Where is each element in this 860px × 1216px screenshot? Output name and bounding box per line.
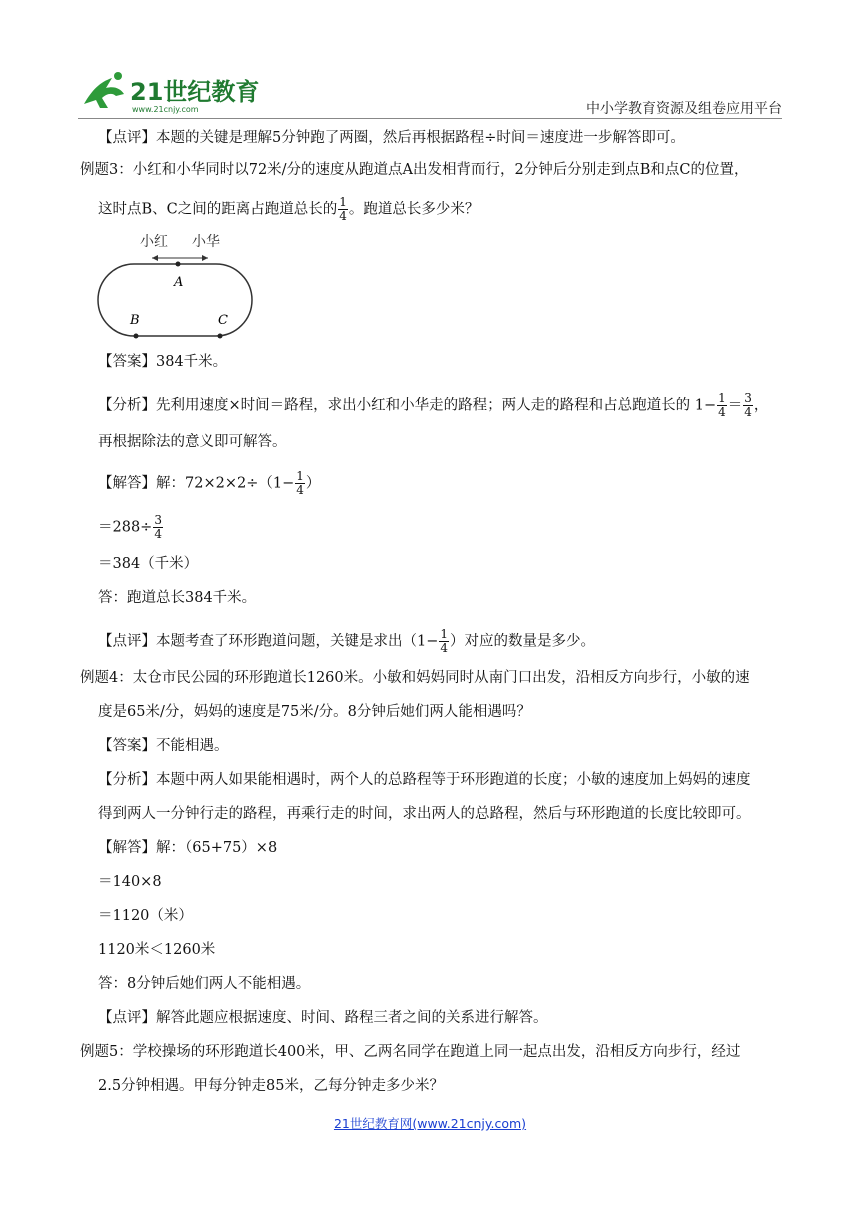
solution-3-step-2: ＝384（千米） <box>98 556 199 572</box>
fraction-one-quarter: $\frac{1}{4}$ <box>339 195 347 223</box>
header-rule <box>78 118 782 119</box>
fraction-three-quarters: $\frac{3}{4}$ <box>154 513 162 541</box>
runner-icon <box>84 78 124 108</box>
point-b <box>134 334 139 339</box>
analysis-3-line-2: 再根据除法的意义即可解答。 <box>98 434 287 450</box>
fraction-three-quarters: $\frac{3}{4}$ <box>744 391 752 419</box>
comment-line: 【点评】本题的关键是理解5分钟跑了两圈，然后再根据路程÷时间＝速度进一步解答即可。 <box>98 130 685 146</box>
page-header <box>0 0 860 120</box>
footer-link[interactable]: 21世纪教育网(www.21cnjy.com) <box>333 1116 527 1131</box>
solution-4-step-2: ＝1120（米） <box>98 908 193 924</box>
label-xiaohong: 小红 <box>140 234 168 250</box>
label-c: C <box>218 313 228 328</box>
label-xiaohua: 小华 <box>192 234 220 250</box>
answer-3-statement: 答：跑道总长384千米。 <box>98 590 257 606</box>
answer-4: 【答案】不能相遇。 <box>98 738 229 754</box>
label-b: B <box>130 313 140 328</box>
fraction-one-quarter: $\frac{1}{4}$ <box>440 627 449 655</box>
example-3-line-1: 例题3：小红和小华同时以72米/分的速度从跑道点A出发相背而行，2分钟后分别走到点B和点C的位置， <box>80 162 749 178</box>
logo-text: 21世纪教育 <box>130 78 260 106</box>
label-a: A <box>174 275 184 290</box>
example-4-line-2: 度是65米/分，妈妈的速度是75米/分。8分钟后她们两人能相遇吗？ <box>98 704 531 720</box>
logo <box>78 68 278 116</box>
comment-3: 【点评】本题考查了环形跑道问题，关键是求出（1− $\frac{1}{4}$ ）对应的数量是多少。 <box>98 627 596 655</box>
example-5-line-1: 例题5：学校操场的环形跑道长400米，甲、乙两名同学在跑道上同一起点出发，沿相反方向步行，经过 <box>80 1044 741 1060</box>
example-5-line-2: 2.5分钟相遇。甲每分钟走85米，乙每分钟走多少米？ <box>98 1078 445 1094</box>
point-a <box>176 262 181 267</box>
point-c <box>218 334 223 339</box>
solution-3: 【解答】解：72×2×2÷（1− $\frac{1}{4}$ ） <box>98 469 321 497</box>
answer-3: 【答案】384千米。 <box>98 354 228 370</box>
analysis-3-line-1: 【分析】先利用速度×时间＝路程，求出小红和小华走的路程；两人走的路程和占总跑道长的 1− $\frac{1}{4}$ ＝ $\frac{3}{4}$ ， <box>98 391 769 419</box>
fraction-one-quarter: $\frac{1}{4}$ <box>296 469 304 497</box>
page-footer <box>0 1114 860 1132</box>
logo-url: www.21cnjy.com <box>132 105 199 114</box>
solution-3-step-1: ＝288÷ $\frac{3}{4}$ <box>98 513 162 541</box>
solution-4-step-3: 1120米＜1260米 <box>98 942 216 958</box>
example-4-line-1: 例题4：太仓市民公园的环形跑道长1260米。小敏和妈妈同时从南门口出发，沿相反方向步行，小敏的速 <box>80 670 750 686</box>
example-3-text: 这时点B、C之间的距离占跑道总长的 <box>98 201 338 218</box>
analysis-4-line-2: 得到两人一分钟行走的路程，再乘行走的时间，求出两人的总路程，然后与环形跑道的长度比较即可。 <box>98 806 751 822</box>
answer-4-statement: 答：8分钟后她们两人不能相遇。 <box>98 976 311 992</box>
fraction-one-quarter: $\frac{1}{4}$ <box>718 391 726 419</box>
example-3-line-2 <box>98 196 479 223</box>
solution-4-step-1: ＝140×8 <box>98 874 162 890</box>
analysis-4-line-1: 【分析】本题中两人如果能相遇时，两个人的总路程等于环形跑道的长度；小敏的速度加上妈妈的速度 <box>98 772 751 788</box>
example-3-question: 。跑道总长多少米？ <box>348 201 480 218</box>
platform-title: 中小学教育资源及组卷应用平台 <box>586 101 782 117</box>
comment-4: 【点评】解答此题应根据速度、时间、路程三者之间的关系进行解答。 <box>98 1010 548 1026</box>
solution-4: 【解答】解：（65+75）×8 <box>98 840 278 856</box>
track-diagram <box>96 232 266 342</box>
